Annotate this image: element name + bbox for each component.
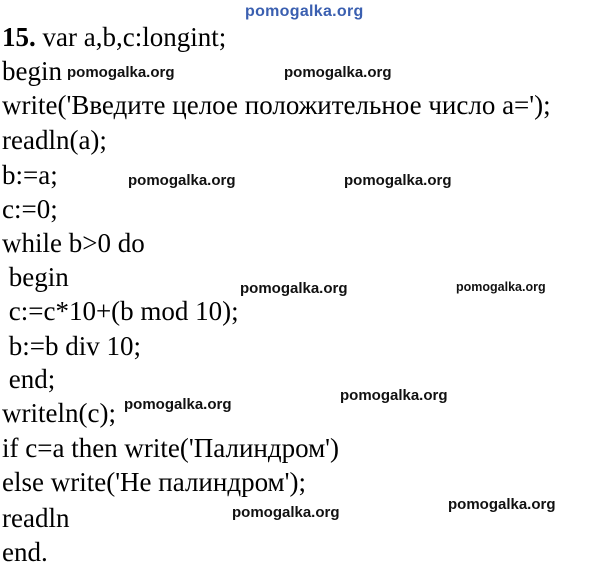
code-line-14: else write('Не палиндром'); bbox=[2, 467, 307, 497]
problem-number: 15. bbox=[2, 22, 36, 52]
watermark: pomogalka.org bbox=[245, 3, 364, 20]
code-line-1 bbox=[2, 22, 226, 52]
code-line-16: end. bbox=[2, 537, 48, 567]
watermark: pomogalka.org bbox=[232, 504, 340, 521]
code-line-3: write('Введите целое положительное число a='); bbox=[2, 90, 551, 120]
code-line-15: readln bbox=[2, 503, 70, 533]
code-line-7: while b>0 do bbox=[2, 228, 145, 258]
watermark: pomogalka.org bbox=[240, 280, 348, 297]
code-line-10: b:=b div 10; bbox=[2, 331, 141, 361]
code-line-text: var a,b,c:longint; bbox=[42, 22, 227, 52]
watermark: pomogalka.org bbox=[128, 172, 236, 189]
code-line-6: c:=0; bbox=[2, 194, 58, 224]
code-line-4: readln(a); bbox=[2, 125, 107, 155]
watermark: pomogalka.org bbox=[448, 496, 556, 513]
code-line-11: end; bbox=[2, 364, 56, 394]
watermark: pomogalka.org bbox=[344, 172, 452, 189]
watermark: pomogalka.org bbox=[456, 280, 546, 294]
watermark: pomogalka.org bbox=[124, 396, 232, 413]
code-line-13: if c=a then write('Палиндром') bbox=[2, 433, 340, 463]
code-line-5: b:=a; bbox=[2, 160, 58, 190]
code-line-8: begin bbox=[2, 262, 69, 292]
watermark: pomogalka.org bbox=[340, 387, 448, 404]
code-line-12: writeln(c); bbox=[2, 398, 116, 428]
watermark: pomogalka.org bbox=[67, 64, 175, 81]
code-line-2: begin bbox=[2, 56, 62, 86]
watermark: pomogalka.org bbox=[284, 64, 392, 81]
code-line-9: c:=c*10+(b mod 10); bbox=[2, 296, 239, 326]
